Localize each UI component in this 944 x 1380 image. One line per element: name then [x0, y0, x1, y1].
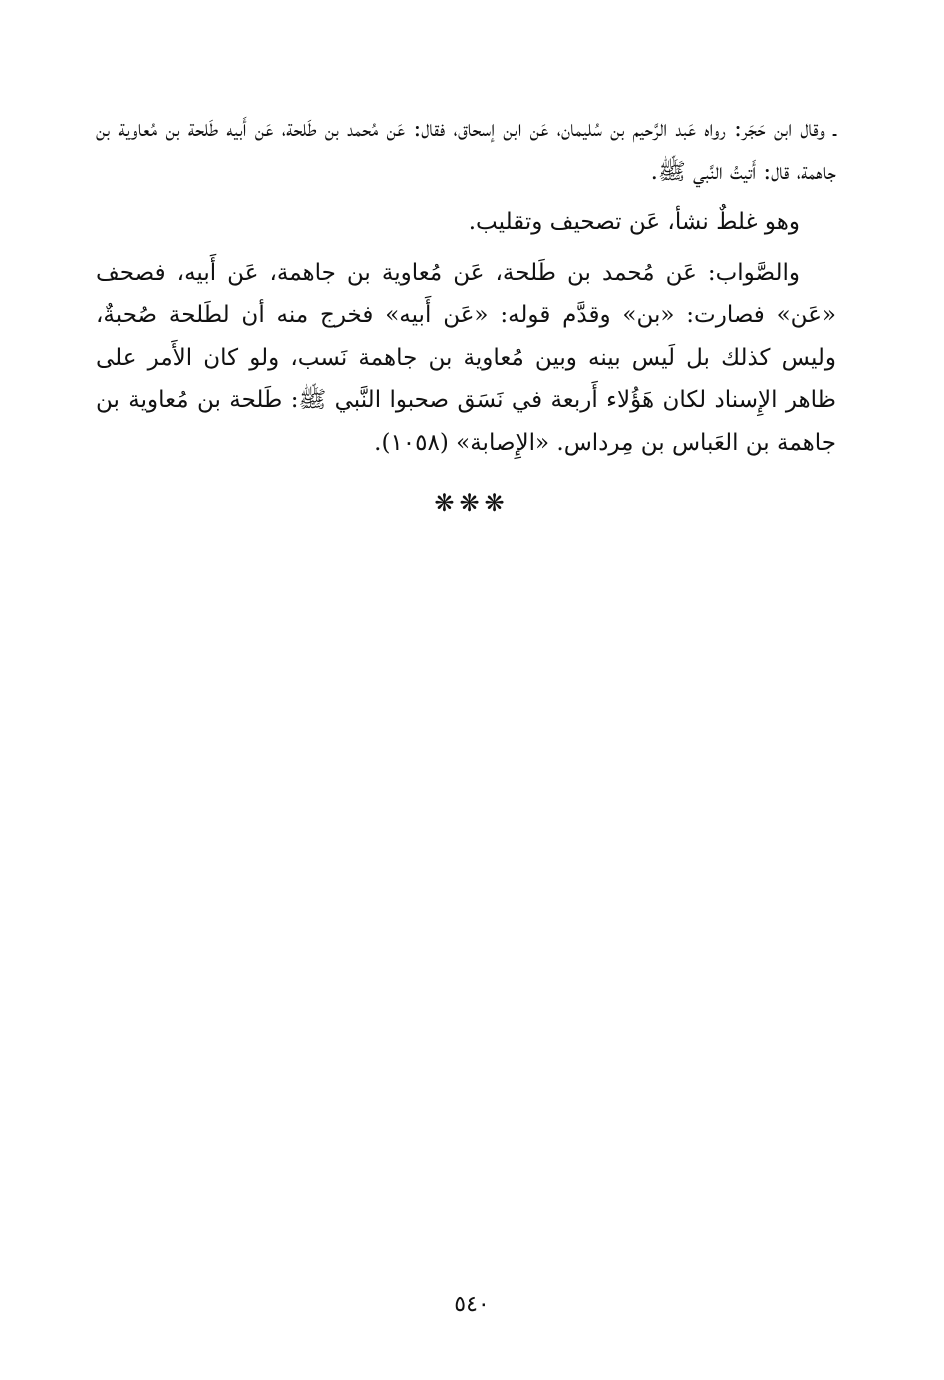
body-text — [96, 108, 836, 464]
paragraph-error-note: وهو غلطٌ نشأ، عَن تصحيف وتقليب. — [468, 209, 800, 235]
paragraph-correction: والصَّواب: عَن مُحمد بن طَلحة، عَن مُعاوية بن جاهمة، عَن أَبيه، فصحف «عَن» فصارت: «بن» وقدَّم قوله: «عَن أَبيه» فخرج منه أن لطَلحة صُحبةٌ، وليس كذلك بل لَيس بينه وبين مُعاوية بن جاهمة نَسب، ولو كان الأَمر على ظاهر الإِسناد لكان هَؤُلاء أَربعة في نَسَق صحبوا النَّبي ﷺ: طَلحة بن مُعاوية بن جاهمة بن العَباس بن مِرداس. «الإِصابة» (١٠٥٨). — [96, 259, 836, 456]
page-number: ٥٤٠ — [454, 1292, 490, 1317]
paragraph-ibn-hajar: ـ وقال ابن حَجَر: رواه عَبد الرَّحيم بن سُليمان، عَن ابن إسحاق، فقال: عَن مُحمد بن طَلحة، عَن أَبيه طَلحة بن مُعاوية بن جاهمة، قال: أَتيتُ النَّبي ﷺ. — [96, 116, 836, 185]
section-separator: ❋❋❋ — [434, 489, 510, 517]
